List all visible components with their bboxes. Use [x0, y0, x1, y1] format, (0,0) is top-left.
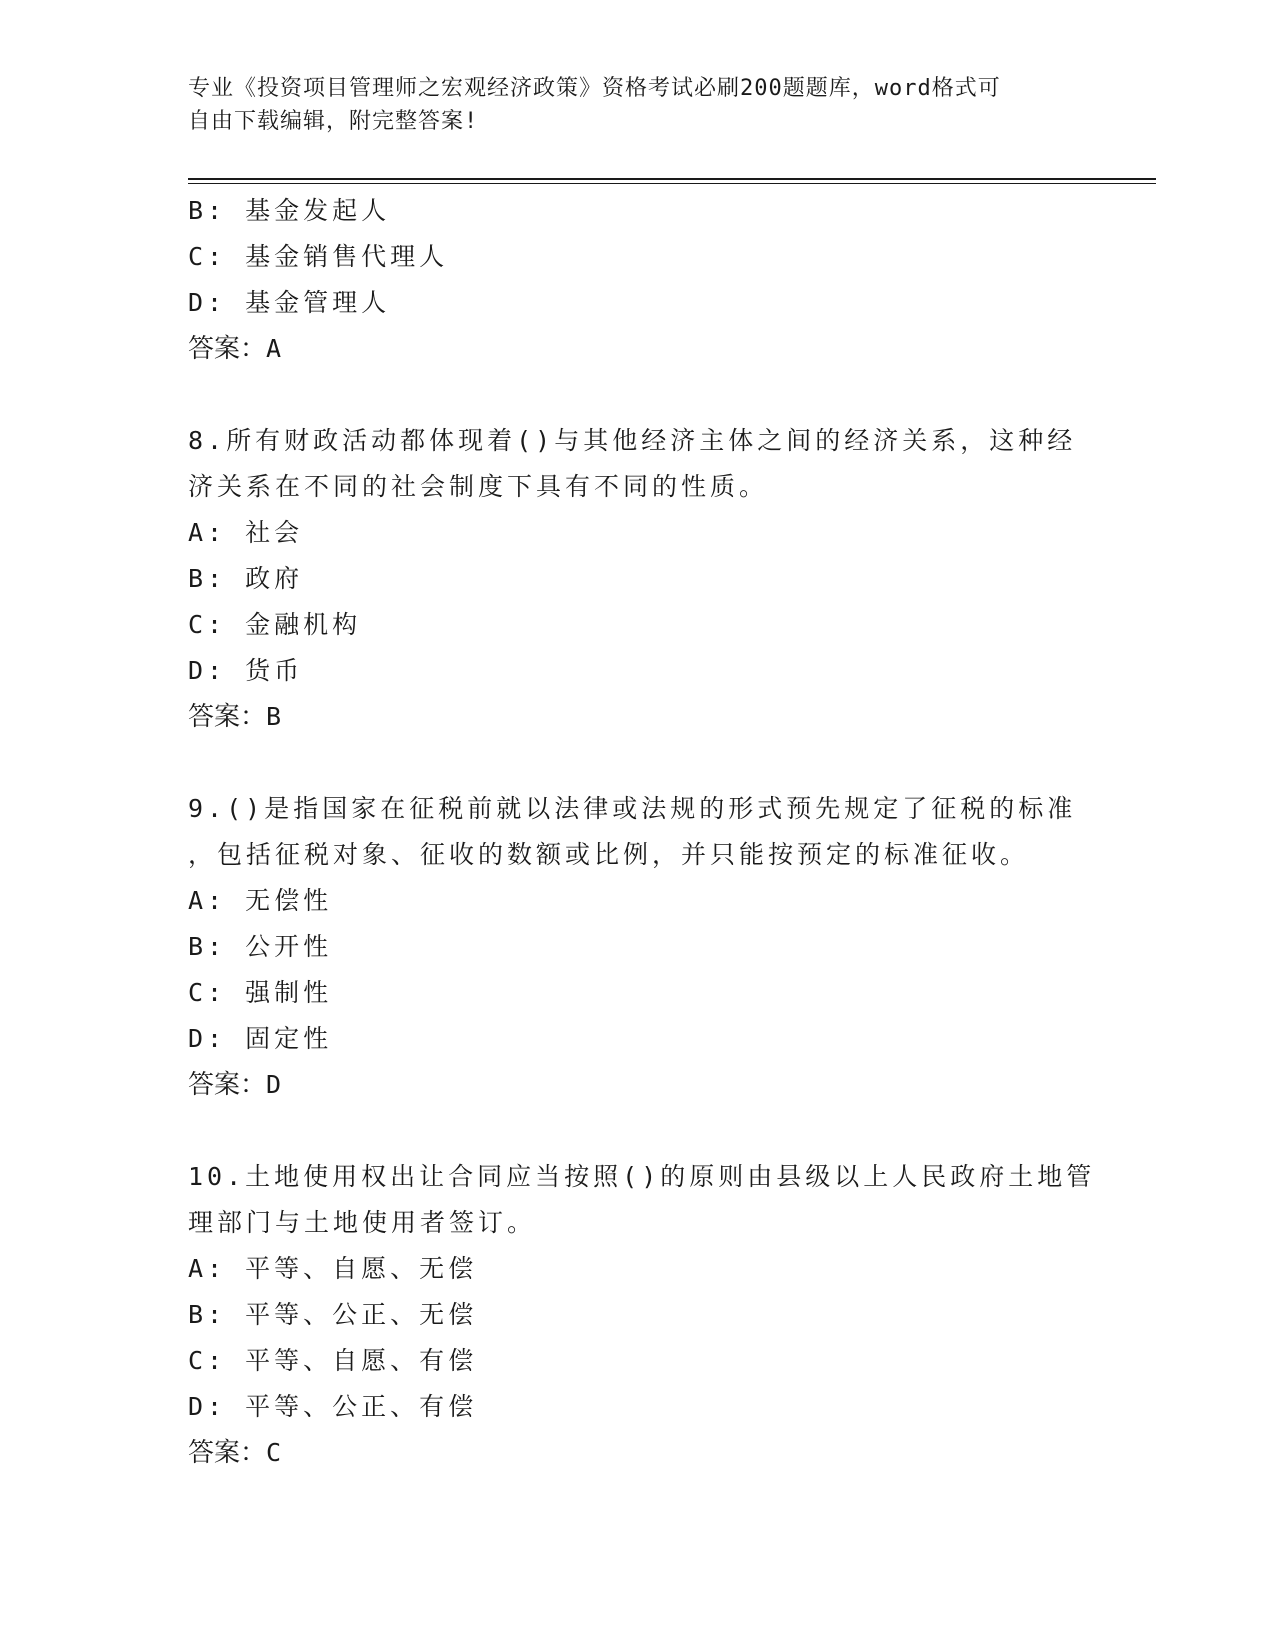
option-b: B: 基金发起人	[188, 196, 391, 225]
answer-value: D	[266, 1070, 283, 1099]
option-d: D: 基金管理人	[188, 288, 391, 317]
stem-line-1: 9.()是指国家在征税前就以法律或法规的形式预先规定了征税的标准	[188, 794, 1077, 823]
question-10	[188, 1154, 1096, 1476]
answer-label: 答案：	[188, 334, 267, 364]
option-a: A: 平等、自愿、无偿	[188, 1254, 478, 1283]
answer-line	[188, 694, 1088, 740]
option-a: A: 无偿性	[188, 886, 333, 915]
answer-label: 答案：	[188, 1070, 267, 1100]
answer-label: 答案：	[188, 702, 267, 732]
question-stem	[188, 786, 1088, 878]
stem-line-2: ，包括征税对象、征收的数额或比例，并只能按预定的标准征收。	[188, 840, 1030, 869]
answer-line	[188, 1430, 1088, 1476]
answer-line	[188, 326, 1088, 372]
document-header	[188, 72, 1088, 138]
question-8	[188, 418, 1088, 740]
option-b: B: 平等、公正、无偿	[188, 1300, 478, 1329]
answer-line	[188, 1062, 1088, 1108]
answer-label: 答案：	[188, 1438, 267, 1468]
stem-line-1: 10.土地使用权出让合同应当按照()的原则由县级以上人民政府土地管	[188, 1162, 1096, 1191]
stem-line-2: 理部门与土地使用者签订。	[188, 1208, 537, 1237]
option-b: B: 公开性	[188, 932, 333, 961]
option-c: C: 强制性	[188, 978, 333, 1007]
question-7-partial	[188, 188, 1088, 372]
option-c: C: 平等、自愿、有偿	[188, 1346, 478, 1375]
option-d: D: 平等、公正、有偿	[188, 1392, 478, 1421]
option-a: A: 社会	[188, 518, 304, 547]
answer-value: A	[266, 334, 283, 363]
option-c: C: 金融机构	[188, 610, 362, 639]
header-line-1: 专业《投资项目管理师之宏观经济政策》资格考试必刷200题题库，word格式可	[188, 76, 1001, 101]
answer-value: C	[266, 1438, 283, 1467]
header-line-2: 自由下载编辑，附完整答案!	[188, 109, 479, 134]
option-b: B: 政府	[188, 564, 304, 593]
question-9	[188, 786, 1088, 1108]
stem-line-2: 济关系在不同的社会制度下具有不同的性质。	[188, 472, 769, 501]
option-d: D: 货币	[188, 656, 304, 685]
question-stem	[188, 1154, 1096, 1246]
option-c: C: 基金销售代理人	[188, 242, 449, 271]
header-divider-thin	[188, 183, 1156, 184]
question-list	[188, 188, 1096, 1476]
stem-line-1: 8.所有财政活动都体现着()与其他经济主体之间的经济关系，这种经	[188, 426, 1077, 455]
answer-value: B	[266, 702, 283, 731]
question-stem	[188, 418, 1088, 510]
header-divider-thick	[188, 178, 1156, 180]
option-d: D: 固定性	[188, 1024, 333, 1053]
